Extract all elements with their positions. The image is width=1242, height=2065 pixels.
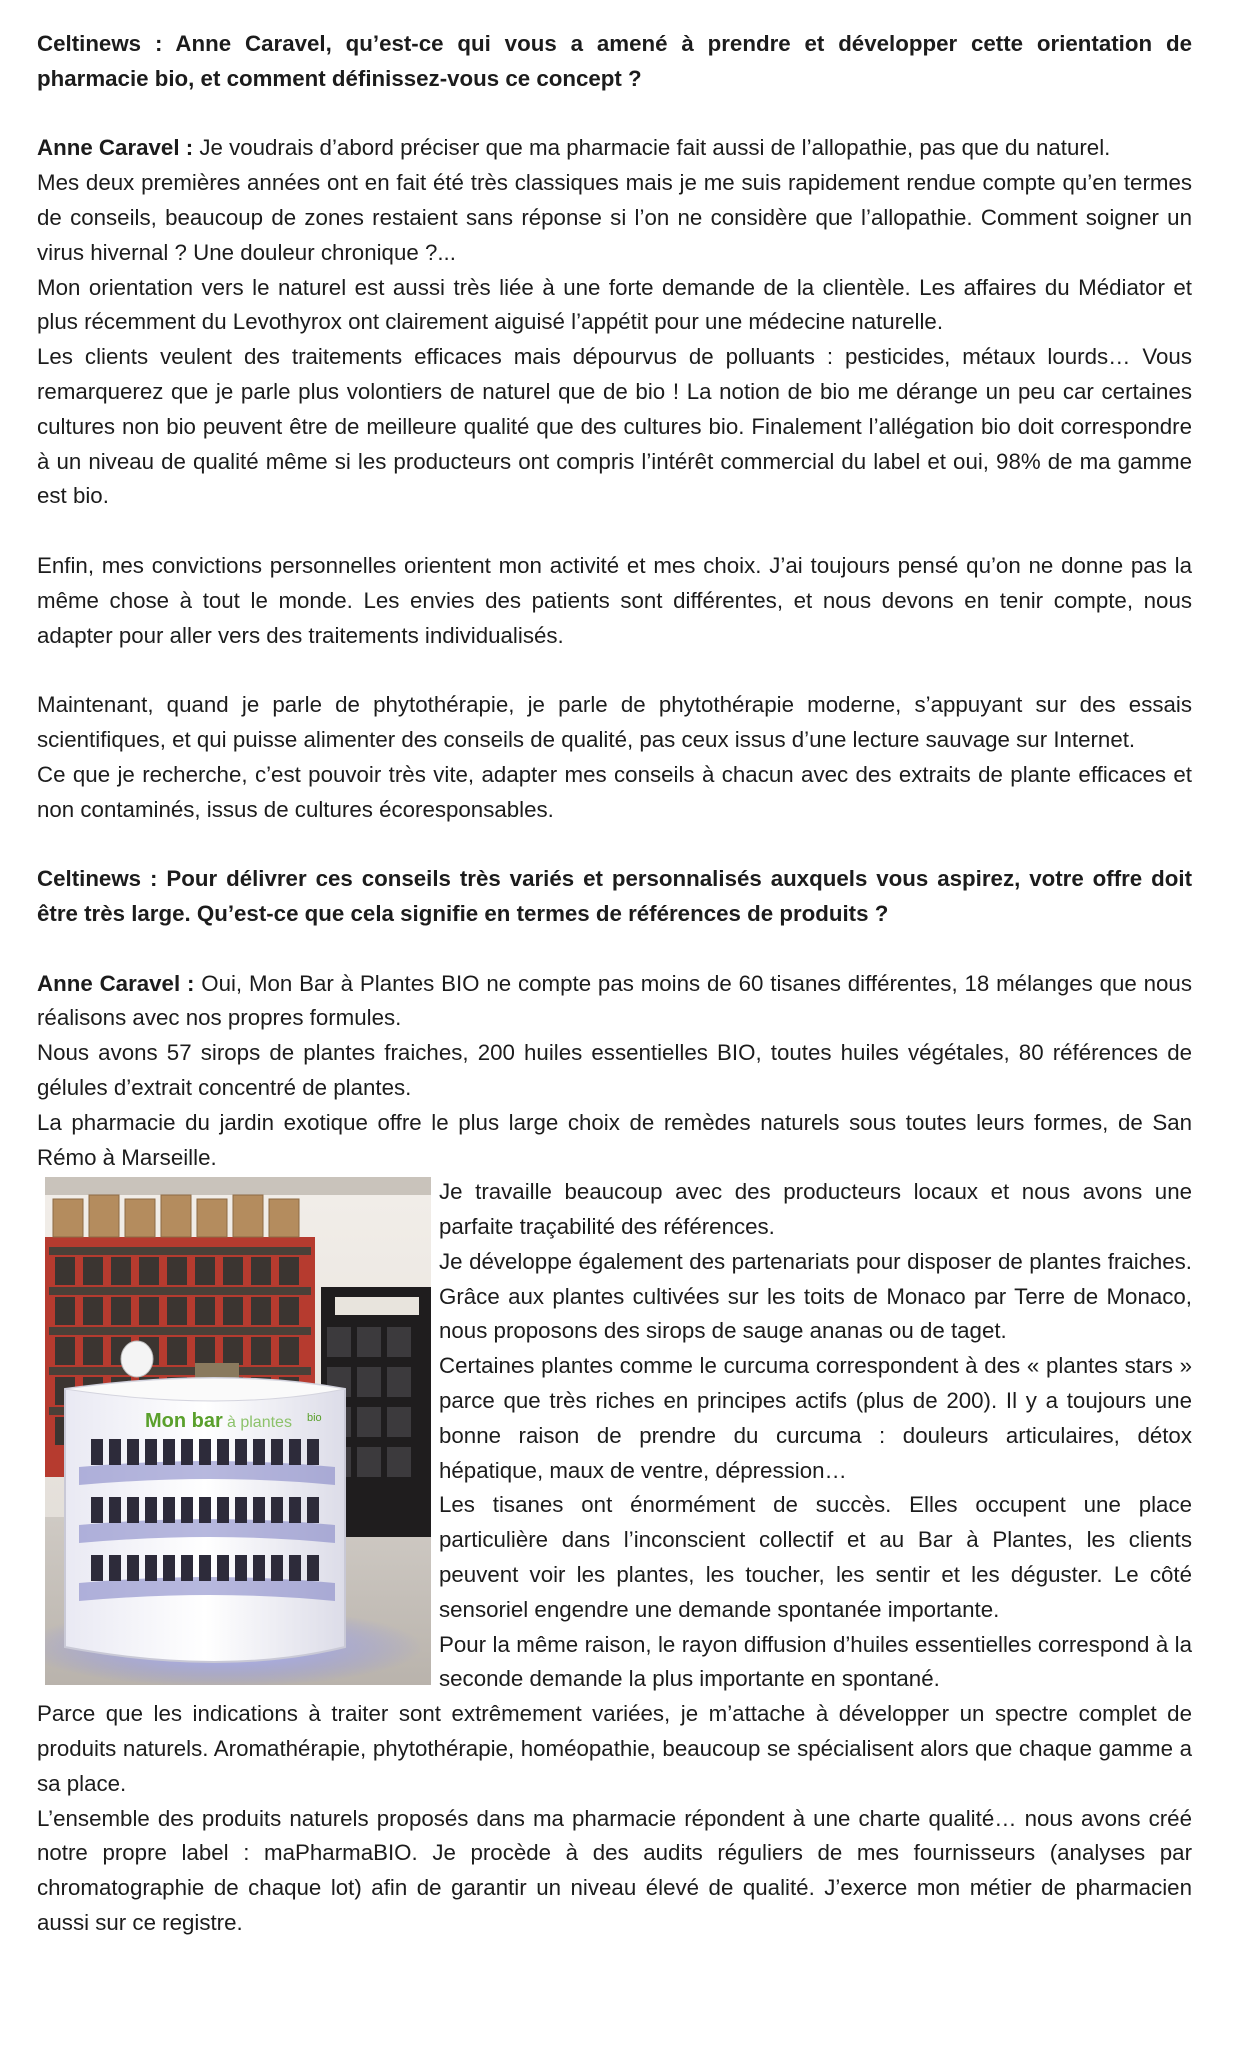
answer-1-paragraph: Ce que je recherche, c’est pouvoir très vite, adapter mes conseils à chacun avec des extraits de plante efficaces et non contaminés, issus de cultures écoresponsables. bbox=[37, 761, 1192, 822]
speaker-label: Anne Caravel : bbox=[37, 135, 194, 161]
answer-2-paragraph: Les tisanes ont énormément de succès. Elles occupent une place particulière dans l’inconscient collectif et au Bar à Plantes, les clients peuvent voir les plantes, les toucher, les sentir et les déguster. Le côté sensoriel engendre une demande spontanée importante. bbox=[439, 1492, 1192, 1622]
answer-1-paragraph: Mes deux premières années ont en fait été très classiques mais je me suis rapidement rendue compte qu’en termes de conseils, beaucoup de zones restaient sans réponse si l’on ne considère que l’allopathie. Comment soigner un virus hivernal ? Une douleur chronique ?... bbox=[37, 170, 1192, 265]
answer-1-paragraph: Maintenant, quand je parle de phytothérapie, je parle de phytothérapie moderne, s’appuyant sur des essais scientifiques, et qui puisse alimenter des conseils de qualité, pas ceux issus d’une lecture sauvage sur Internet. bbox=[37, 692, 1192, 752]
answer-2-paragraph: Nous avons 57 sirops de plantes fraiches, 200 huiles essentielles BIO, toutes huiles végétales, 80 références de gélules d’extrait concentré de plantes. bbox=[37, 1040, 1192, 1100]
pharmacy-bar-photo bbox=[45, 1177, 431, 1685]
answer-2-paragraph: La pharmacie du jardin exotique offre le plus large choix de remèdes naturels sous toutes leurs formes, de San Rémo à Marseille. bbox=[37, 1109, 1192, 1170]
answer-2-paragraph: Anne Caravel : Oui, Mon Bar à Plantes BIO ne compte pas moins de 60 tisanes différentes, 18 mélanges que nous réalisons avec nos propres formules. bbox=[37, 970, 1192, 1031]
answer-2-paragraph: Certaines plantes comme le curcuma correspondent à des « plantes stars » parce que très riches en principes actifs (plus de 200). Il y a toujours une bonne raison de prendre du curcuma : douleurs articulaires, détox hépatique, maux de ventre, dépression… bbox=[439, 1353, 1192, 1483]
question-1: Celtinews : Anne Caravel, qu’est-ce qui vous a amené à prendre et développer cette orientation de pharmacie bio, et comment définissez-vous ce concept ? bbox=[37, 31, 1192, 91]
answer-2-paragraph: Je travaille beaucoup avec des producteurs locaux et nous avons une parfaite traçabilité des références. bbox=[439, 1179, 1192, 1240]
sign-brand: Mon bar bbox=[145, 1410, 223, 1433]
answer-2-paragraph: Parce que les indications à traiter sont extrêmement variées, je m’attache à développer un spectre complet de produits naturels. Aromathérapie, phytothérapie, homéopathie, beaucoup se spécialisent alors que chaque gamme a sa place. bbox=[37, 1701, 1192, 1796]
answer-1-paragraph: Anne Caravel : Je voudrais d’abord préciser que ma pharmacie fait aussi de l’allopathie, pas que du naturel. bbox=[37, 135, 1111, 161]
answer-1-paragraph: Enfin, mes convictions personnelles orientent mon activité et mes choix. J’ai toujours pensé qu’on ne donne pas la même chose à tout le monde. Les envies des patients sont différentes, et nous devons en tenir compte, nous adapter pour aller vers des traitements individualisés. bbox=[37, 552, 1192, 648]
sign-badge: bio bbox=[307, 1412, 322, 1425]
answer-2-paragraph: Je développe également des partenariats pour disposer de plantes fraiches. Grâce aux plantes cultivées sur les toits de Monaco par Terre de Monaco, nous proposons des sirops de sauge ananas ou de taget. bbox=[439, 1248, 1192, 1344]
sign-rest: à plantes bbox=[227, 1414, 292, 1432]
answer-2-paragraph: Pour la même raison, le rayon diffusion d’huiles essentielles correspond à la seconde demande la plus importante en spontané. bbox=[439, 1631, 1192, 1692]
speaker-label: Anne Caravel : bbox=[37, 970, 195, 996]
answer-1-paragraph: Les clients veulent des traitements efficaces mais dépourvus de polluants : pesticides, métaux lourds… Vous remarquerez que je parle plus volontiers de naturel que de bio ! La notion de bio me dérange un peu car certaines cultures non bio peuvent être de meilleure qualité que des cultures bio. Finalement l’allégation bio doit correspondre à un niveau de qualité même si les producteurs ont compris l’intérêt commercial du label et oui, 98% de ma gamme est bio. bbox=[37, 344, 1192, 509]
question-2: Celtinews : Pour délivrer ces conseils très variés et personnalisés auxquels vous aspirez, votre offre doit être très large. Qu’est-ce que cela signifie en termes de références de produits ? bbox=[37, 866, 1192, 926]
answer-1-paragraph: Mon orientation vers le naturel est aussi très liée à une forte demande de la clientèle. Les affaires du Médiator et plus récemment du Levothyrox ont clairement aiguisé l’appétit pour une médecine naturelle. bbox=[37, 274, 1192, 335]
answer-2-paragraph: L’ensemble des produits naturels proposés dans ma pharmacie répondent à une charte qualité… nous avons créé notre propre label : maPharmaBIO. Je procède à des audits réguliers de mes fournisseurs (analyses par chromatographie de chaque lot) afin de garantir un niveau élevé de qualité. J’exerce mon métier de pharmacien aussi sur ce registre. bbox=[37, 1805, 1192, 1936]
article-body bbox=[37, 27, 1192, 1941]
